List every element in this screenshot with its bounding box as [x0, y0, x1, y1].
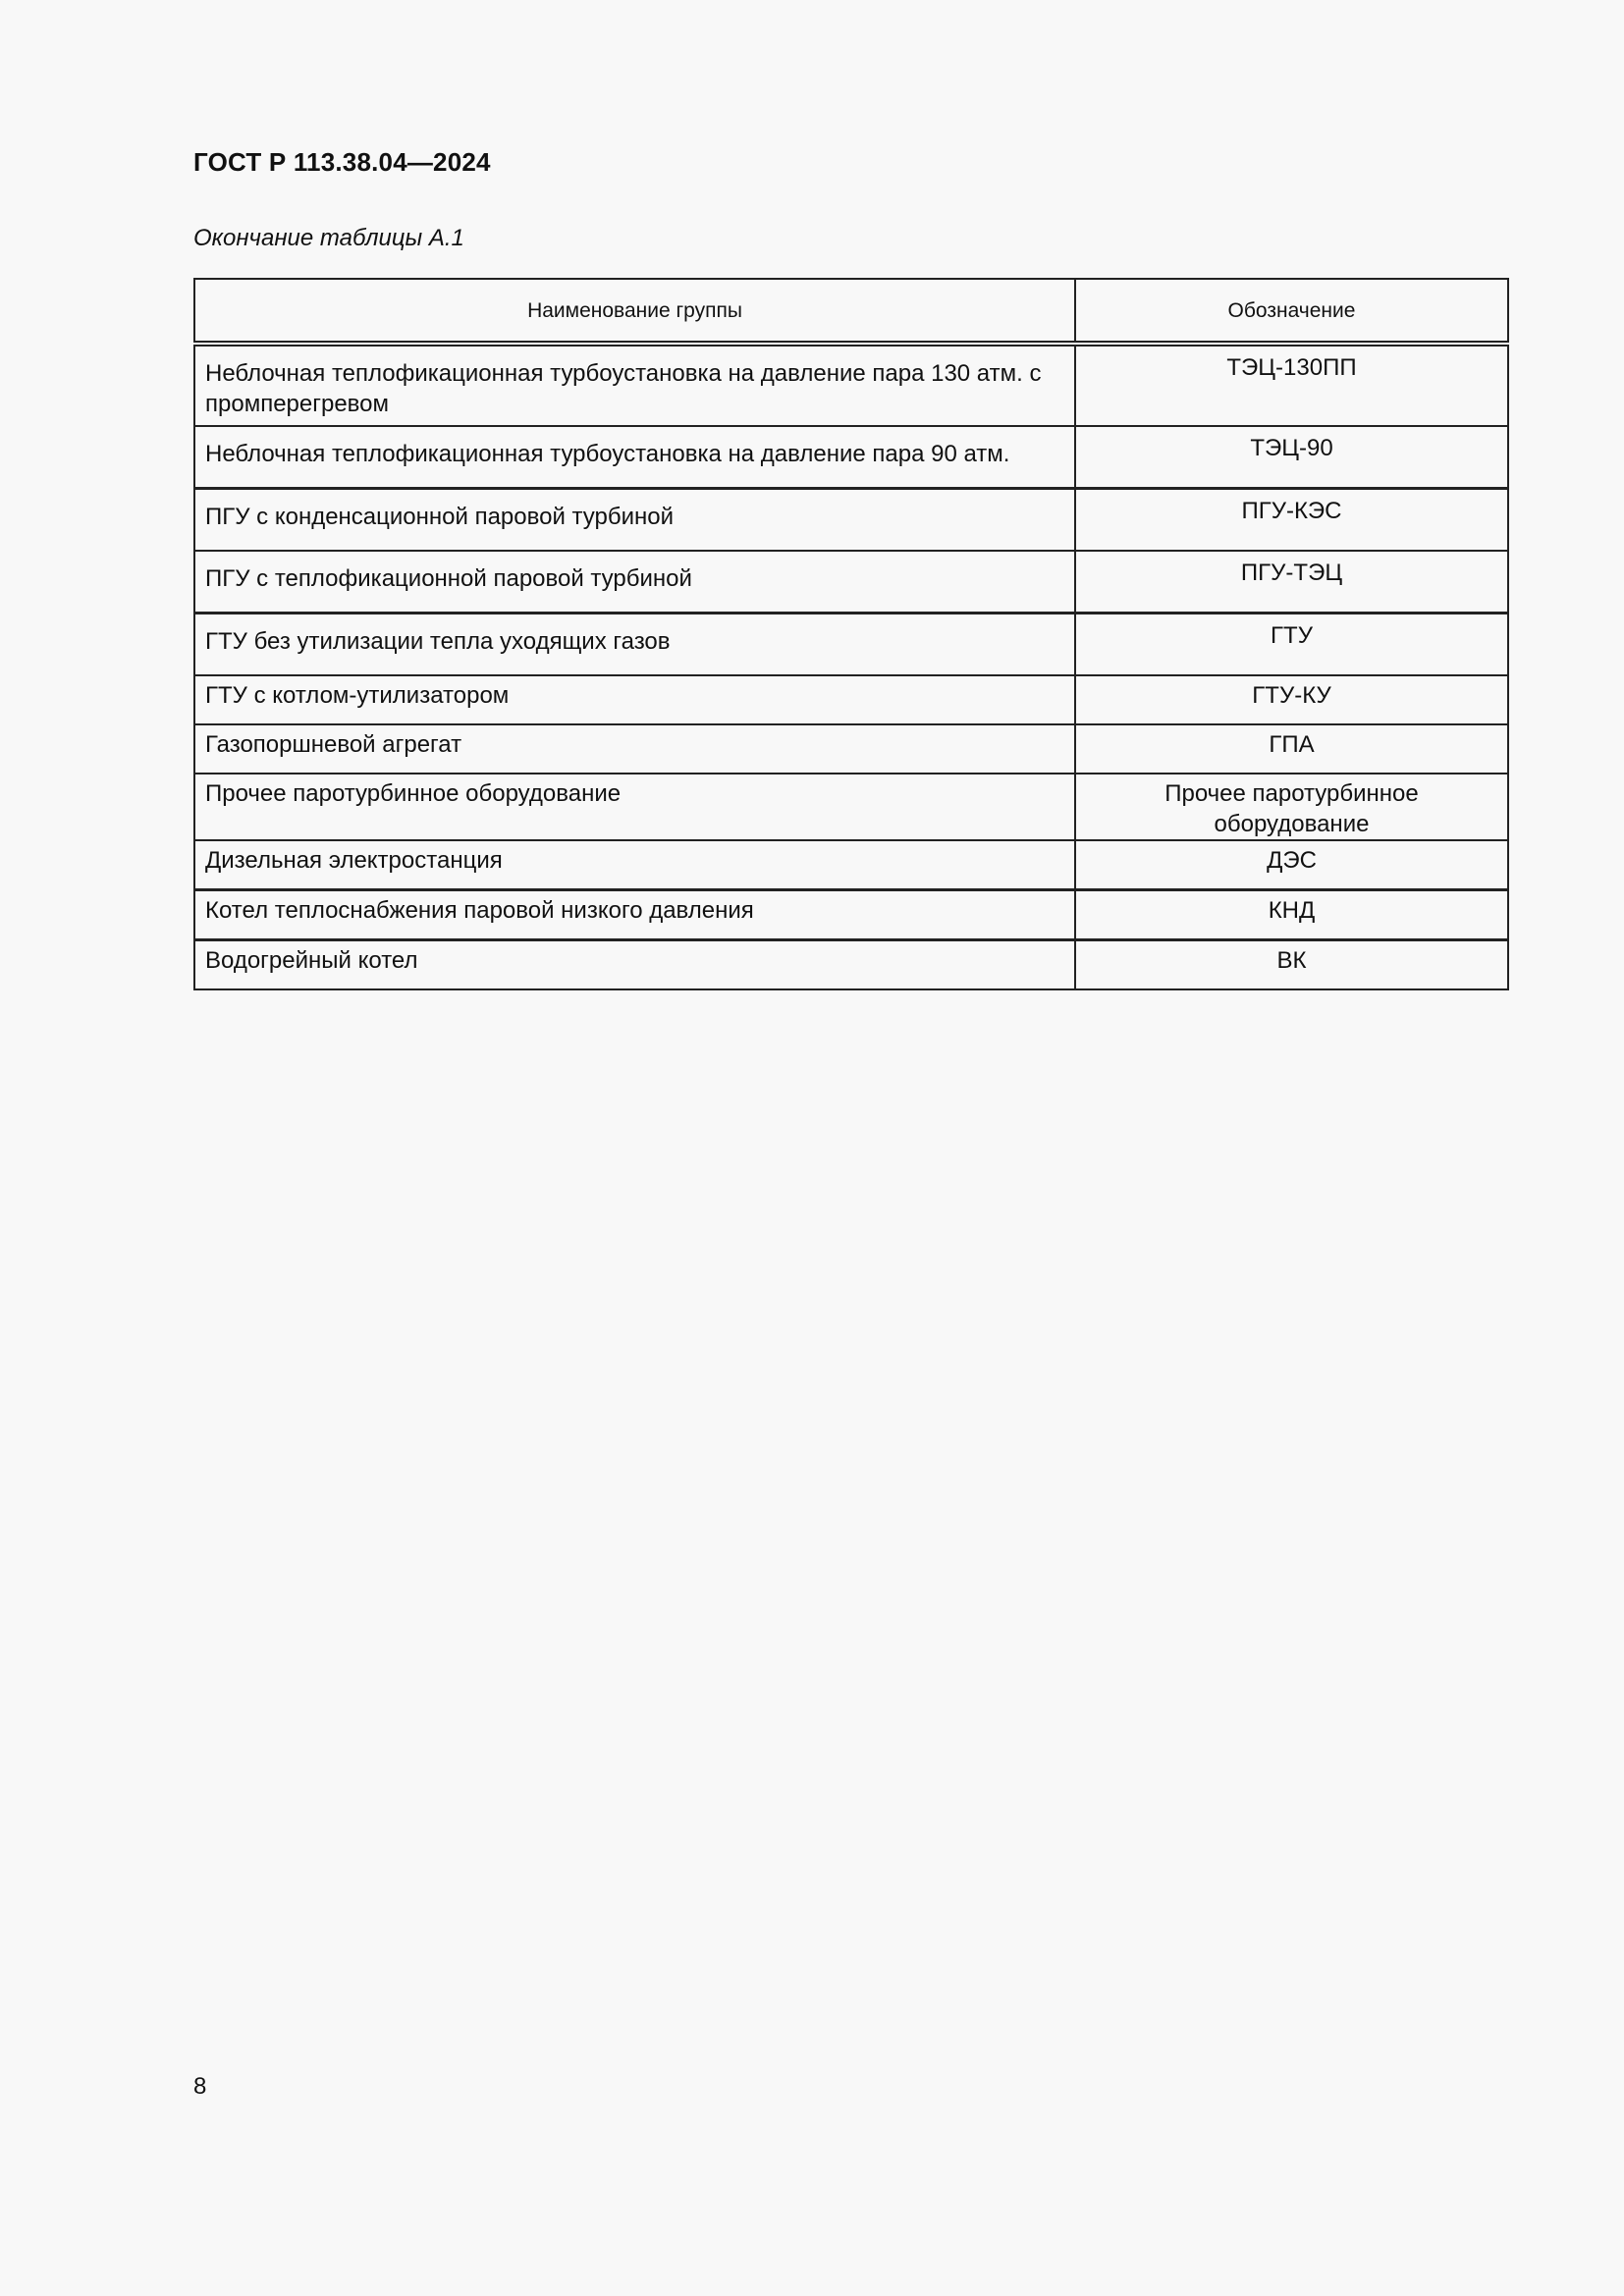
table-row — [194, 614, 1508, 676]
group-name-cell: ГТУ с котлом-утилизатором — [194, 675, 1075, 724]
designation-cell: ТЭЦ-90 — [1075, 426, 1508, 489]
designation-cell: ТЭЦ-130ПП — [1075, 344, 1508, 426]
table-row — [194, 344, 1508, 426]
designation-cell: ПГУ-ТЭЦ — [1075, 551, 1508, 614]
designation-cell: ГТУ-КУ — [1075, 675, 1508, 724]
table-row — [194, 774, 1508, 840]
column-header-designation: Обозначение — [1075, 279, 1508, 344]
designation-cell: Прочее паротурбинное оборудование — [1075, 774, 1508, 840]
group-name-cell: ПГУ с теплофикационной паровой турбиной — [194, 551, 1075, 614]
group-name-cell: Водогрейный котел — [194, 940, 1075, 990]
designation-cell: ПГУ-КЭС — [1075, 489, 1508, 552]
table-row — [194, 426, 1508, 489]
table-row — [194, 840, 1508, 890]
table-row — [194, 551, 1508, 614]
table-row — [194, 890, 1508, 940]
table-row — [194, 675, 1508, 724]
column-header-group-name: Наименование группы — [194, 279, 1075, 344]
equipment-group-table — [193, 278, 1509, 990]
table-row — [194, 489, 1508, 552]
group-name-cell: Дизельная электростанция — [194, 840, 1075, 890]
group-name-cell: Прочее паротурбинное оборудование — [194, 774, 1075, 840]
table-row — [194, 724, 1508, 774]
group-name-cell: ГТУ без утилизации тепла уходящих газов — [194, 614, 1075, 676]
page-number: 8 — [193, 2073, 207, 2100]
designation-cell: ДЭС — [1075, 840, 1508, 890]
table-row — [194, 940, 1508, 990]
group-name-cell: Неблочная теплофикационная турбоустановка на давление пара 130 атм. с промперегревом — [194, 344, 1075, 426]
designation-cell: ГПА — [1075, 724, 1508, 774]
group-name-cell: ПГУ с конденсационной паровой турбиной — [194, 489, 1075, 552]
designation-cell: КНД — [1075, 890, 1508, 940]
table-caption: Окончание таблицы А.1 — [193, 225, 464, 251]
document-code-header: ГОСТ Р 113.38.04—2024 — [193, 147, 491, 177]
designation-cell: ВК — [1075, 940, 1508, 990]
group-name-cell: Котел теплоснабжения паровой низкого давления — [194, 890, 1075, 940]
table-header-row — [194, 279, 1508, 344]
group-name-cell: Неблочная теплофикационная турбоустановка на давление пара 90 атм. — [194, 426, 1075, 489]
group-name-cell: Газопоршневой агрегат — [194, 724, 1075, 774]
designation-cell: ГТУ — [1075, 614, 1508, 676]
